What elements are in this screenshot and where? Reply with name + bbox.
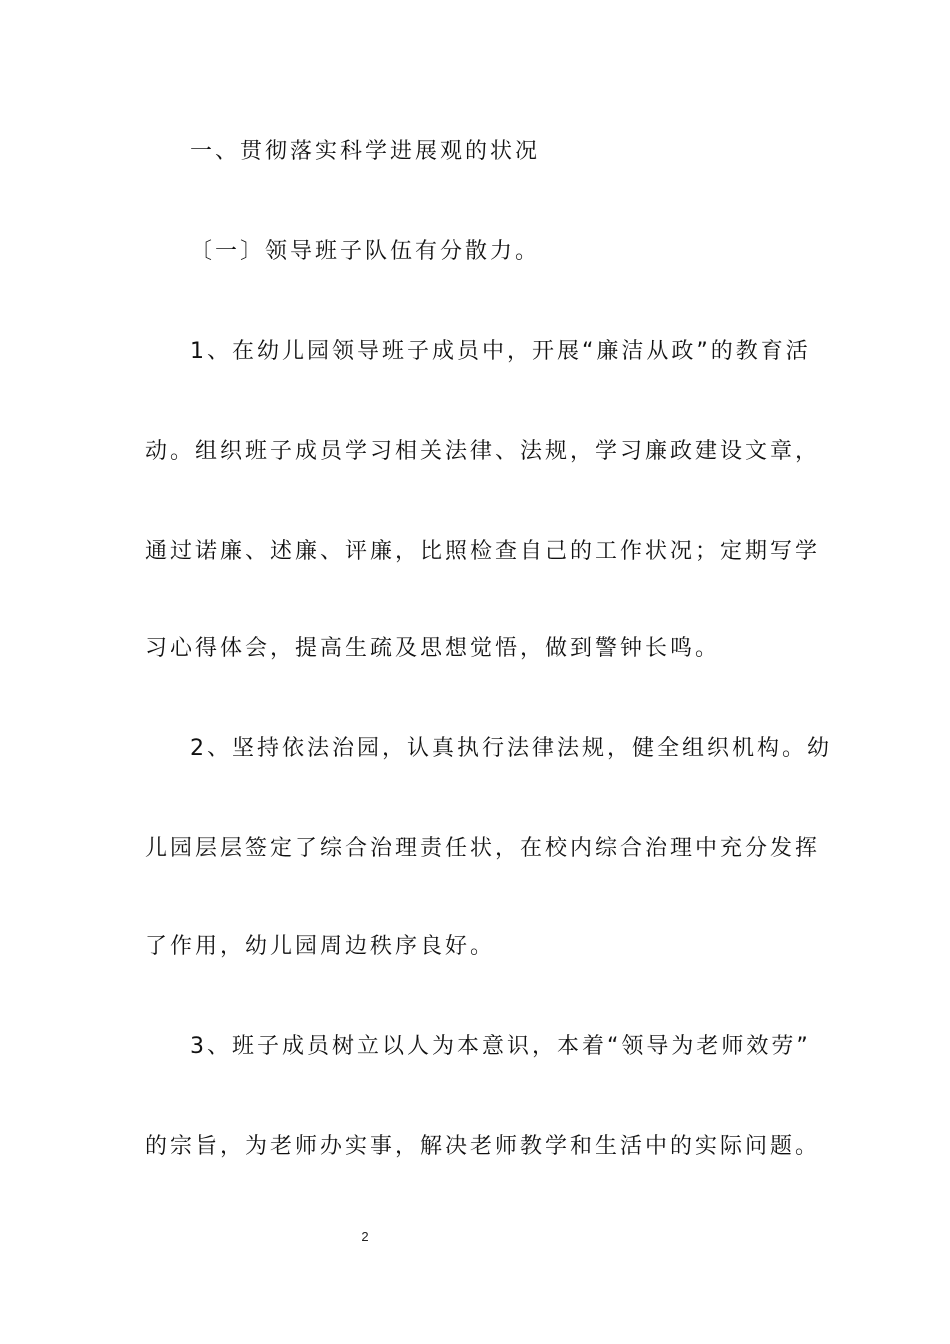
paragraph-1-line-3: 通过诺廉、述廉、评廉，比照检查自己的工作状况；定期写学	[145, 539, 821, 564]
paragraph-2-line-1: 2、坚持依法治园，认真执行法律法规，健全组织机构。幼	[190, 736, 832, 761]
paragraph-2-line-2: 儿园层层签定了综合治理责任状，在校内综合治理中充分发挥	[145, 836, 821, 861]
page-number: 2	[361, 1229, 369, 1244]
paragraph-1-line-1: 1、在幼儿园领导班子成员中，开展“廉洁从政”的教育活	[190, 339, 811, 364]
section-heading: 一、贯彻落实科学进展观的状况	[190, 139, 541, 164]
paragraph-1-line-4: 习心得体会，提高生疏及思想觉悟，做到警钟长鸣。	[145, 636, 721, 661]
paragraph-1-line-2: 动。组织班子成员学习相关法律、法规，学习廉政建设文章，	[145, 439, 821, 464]
subsection-heading: 〔一〕领导班子队伍有分散力。	[190, 239, 541, 264]
paragraph-2-line-3: 了作用，幼儿园周边秩序良好。	[145, 934, 496, 959]
paragraph-3-line-2: 的宗旨，为老师办实事，解决老师教学和生活中的实际问题。	[145, 1134, 821, 1159]
paragraph-3-line-1: 3、班子成员树立以人为本意识，本着“领导为老师效劳”	[190, 1034, 811, 1059]
